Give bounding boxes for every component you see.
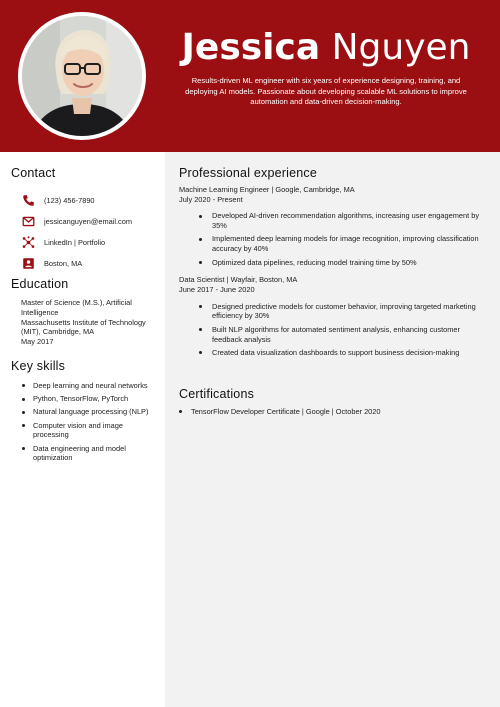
main-content [165, 152, 500, 707]
contact-title: Contact [11, 166, 56, 180]
phone-text: (123) 456-7890 [44, 196, 95, 205]
list-item: Data engineering and model optimization [11, 444, 157, 464]
profile-photo [22, 16, 142, 136]
skills-title: Key skills [11, 359, 66, 373]
list-item: TensorFlow Developer Certificate | Google | October 2020 [179, 407, 491, 417]
skills-section [11, 358, 157, 467]
education-section [11, 276, 157, 347]
contact-item-phone [11, 190, 157, 211]
contact-section [11, 165, 157, 274]
job-dates: June 2017 - June 2020 [179, 284, 255, 294]
list-item: Implemented deep learning models for image recognition, improving classification accuracy by 40% [179, 234, 491, 254]
location-text: Boston, MA [44, 259, 83, 268]
list-item: Built NLP algorithms for automated sentiment analysis, enhancing customer feedback analysis [179, 325, 491, 345]
list-item: Deep learning and neural networks [11, 381, 157, 391]
job-bullets [179, 211, 491, 267]
education-details [11, 298, 157, 347]
list-item: Optimized data pipelines, reducing model training time by 50% [179, 258, 491, 268]
list-item: Computer vision and image processing [11, 421, 157, 441]
experience-section [179, 165, 491, 361]
contact-list [11, 190, 157, 274]
education-date: May 2017 [21, 337, 54, 347]
certifications-list [179, 407, 491, 417]
list-item: Developed AI-driven recommendation algorithms, increasing user engagement by 35% [179, 211, 491, 231]
job-title: Data Scientist | Wayfair, Boston, MA [179, 275, 298, 285]
phone-icon [21, 194, 35, 208]
certifications-title: Certifications [179, 387, 255, 401]
education-school: Massachusetts Institute of Technology (MIT), Cambridge, MA [21, 317, 146, 337]
profile-summary: Results-driven ML engineer with six years of experience designing, training, and deploying AI models. Passionate about developing scalable ML solutions to improve automation and data-driven decision-making. [185, 76, 467, 107]
links-text[interactable]: LinkedIn | Portfolio [44, 238, 106, 247]
candidate-name [170, 26, 482, 70]
location-icon [21, 257, 35, 271]
job-dates: July 2020 - Present [179, 194, 243, 204]
job-entry [179, 185, 491, 267]
contact-item-location [11, 253, 157, 274]
education-degree: Master of Science (M.S.), Artificial Intelligence [21, 298, 132, 317]
profile-photo-illustration [22, 16, 142, 136]
contact-item-email [11, 211, 157, 232]
list-item: Python, TensorFlow, PyTorch [11, 394, 157, 404]
education-title: Education [11, 277, 69, 291]
resume-header [0, 0, 500, 152]
job-title: Machine Learning Engineer | Google, Cambridge, MA [179, 185, 355, 194]
email-text: jessicanguyen@email.com [44, 217, 133, 226]
job-bullets [179, 302, 491, 358]
contact-item-links [11, 232, 157, 253]
network-icon [21, 236, 35, 250]
first-name: Jessica [181, 27, 321, 68]
list-item: Designed predictive models for customer behavior, improving targeted marketing efficiency by 30% [179, 302, 491, 322]
profile-photo-frame [18, 12, 146, 140]
certifications-section [179, 386, 491, 417]
experience-title: Professional experience [179, 166, 318, 180]
job-entry [179, 275, 491, 357]
skills-list [11, 381, 157, 463]
last-name: Nguyen [331, 27, 471, 68]
list-item: Natural language processing (NLP) [11, 407, 157, 417]
email-icon [21, 215, 35, 229]
sidebar [0, 152, 165, 707]
list-item: Created data visualization dashboards to support business decision-making [179, 348, 491, 358]
